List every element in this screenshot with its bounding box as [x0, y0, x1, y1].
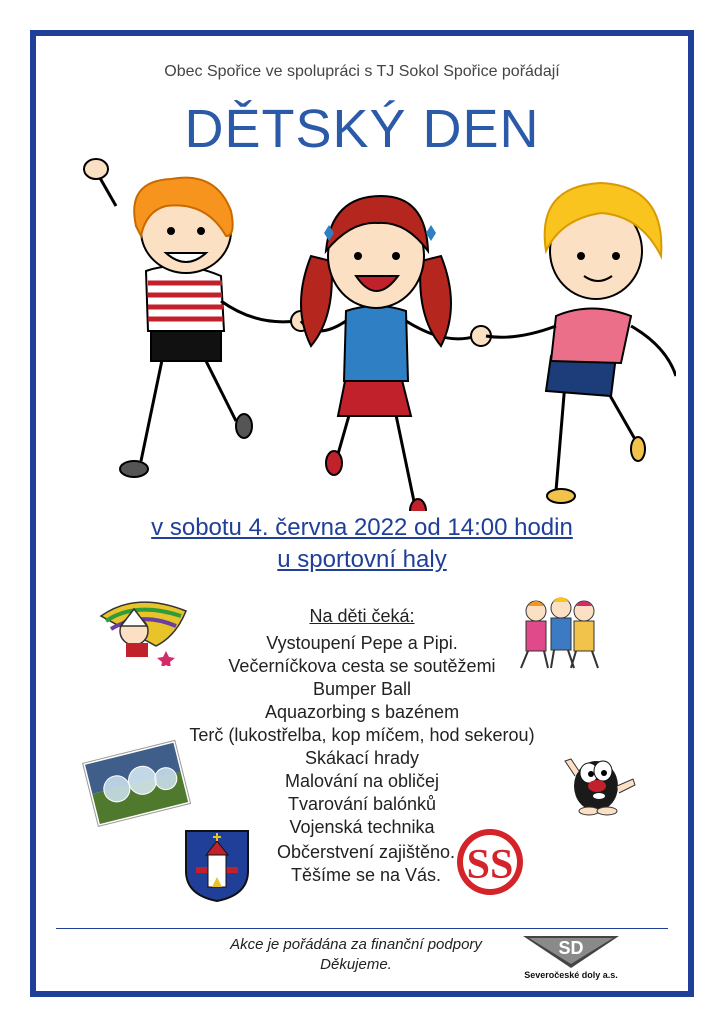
- poster-frame: [30, 30, 694, 997]
- refreshments-text: Občerstvení zajištěno.: [276, 842, 456, 862]
- program-item: Tvarování balónků: [287, 794, 437, 814]
- event-date: v sobotu 4. června 2022 od 14:00 hodin: [151, 514, 573, 541]
- program-item: Vojenská technika: [289, 817, 435, 837]
- sponsor-line: Akce je pořádána za finanční podpory: [230, 936, 482, 953]
- village-coat-of-arms: [184, 829, 250, 903]
- children-illustration: [56, 141, 676, 511]
- program-item: Skákací hrady: [304, 748, 420, 768]
- thanks-text: Děkujeme.: [320, 956, 392, 973]
- sponsor-logo-letters: SD: [558, 938, 584, 958]
- event-place: u sportovní haly: [277, 546, 447, 573]
- middle-girl-figure: [301, 196, 491, 511]
- sponsor-name: Severočeské doly a.s.: [524, 970, 618, 980]
- program-item: Večerníčkova cesta se soutěžemi: [228, 656, 496, 676]
- right-boy-figure: [486, 183, 676, 503]
- divider-line: [56, 928, 668, 929]
- clown-cannon-image: [96, 591, 191, 666]
- program-item: Aquazorbing s bazénem: [264, 702, 460, 722]
- program-heading: Na děti čeká:: [309, 606, 415, 626]
- program-item: Malování na obličej: [284, 771, 440, 791]
- poster-title: DĚTSKÝ DEN: [184, 99, 540, 159]
- sokol-logo: [454, 826, 526, 898]
- left-boy-figure: [84, 159, 311, 477]
- greeting-text: Těšíme se na Vás.: [290, 865, 442, 885]
- organizer-text: Obec Spořice ve spolupráci s TJ Sokol Spořice pořádají: [164, 63, 560, 80]
- program-item: Vystoupení Pepe a Pipi.: [266, 633, 458, 653]
- sokol-logo-letters: SS: [466, 842, 514, 888]
- sponsor-logo: [521, 932, 621, 970]
- program-item: Terč (lukostřelba, kop míčem, hod sekerou): [189, 725, 535, 745]
- program-item: Bumper Ball: [312, 679, 412, 699]
